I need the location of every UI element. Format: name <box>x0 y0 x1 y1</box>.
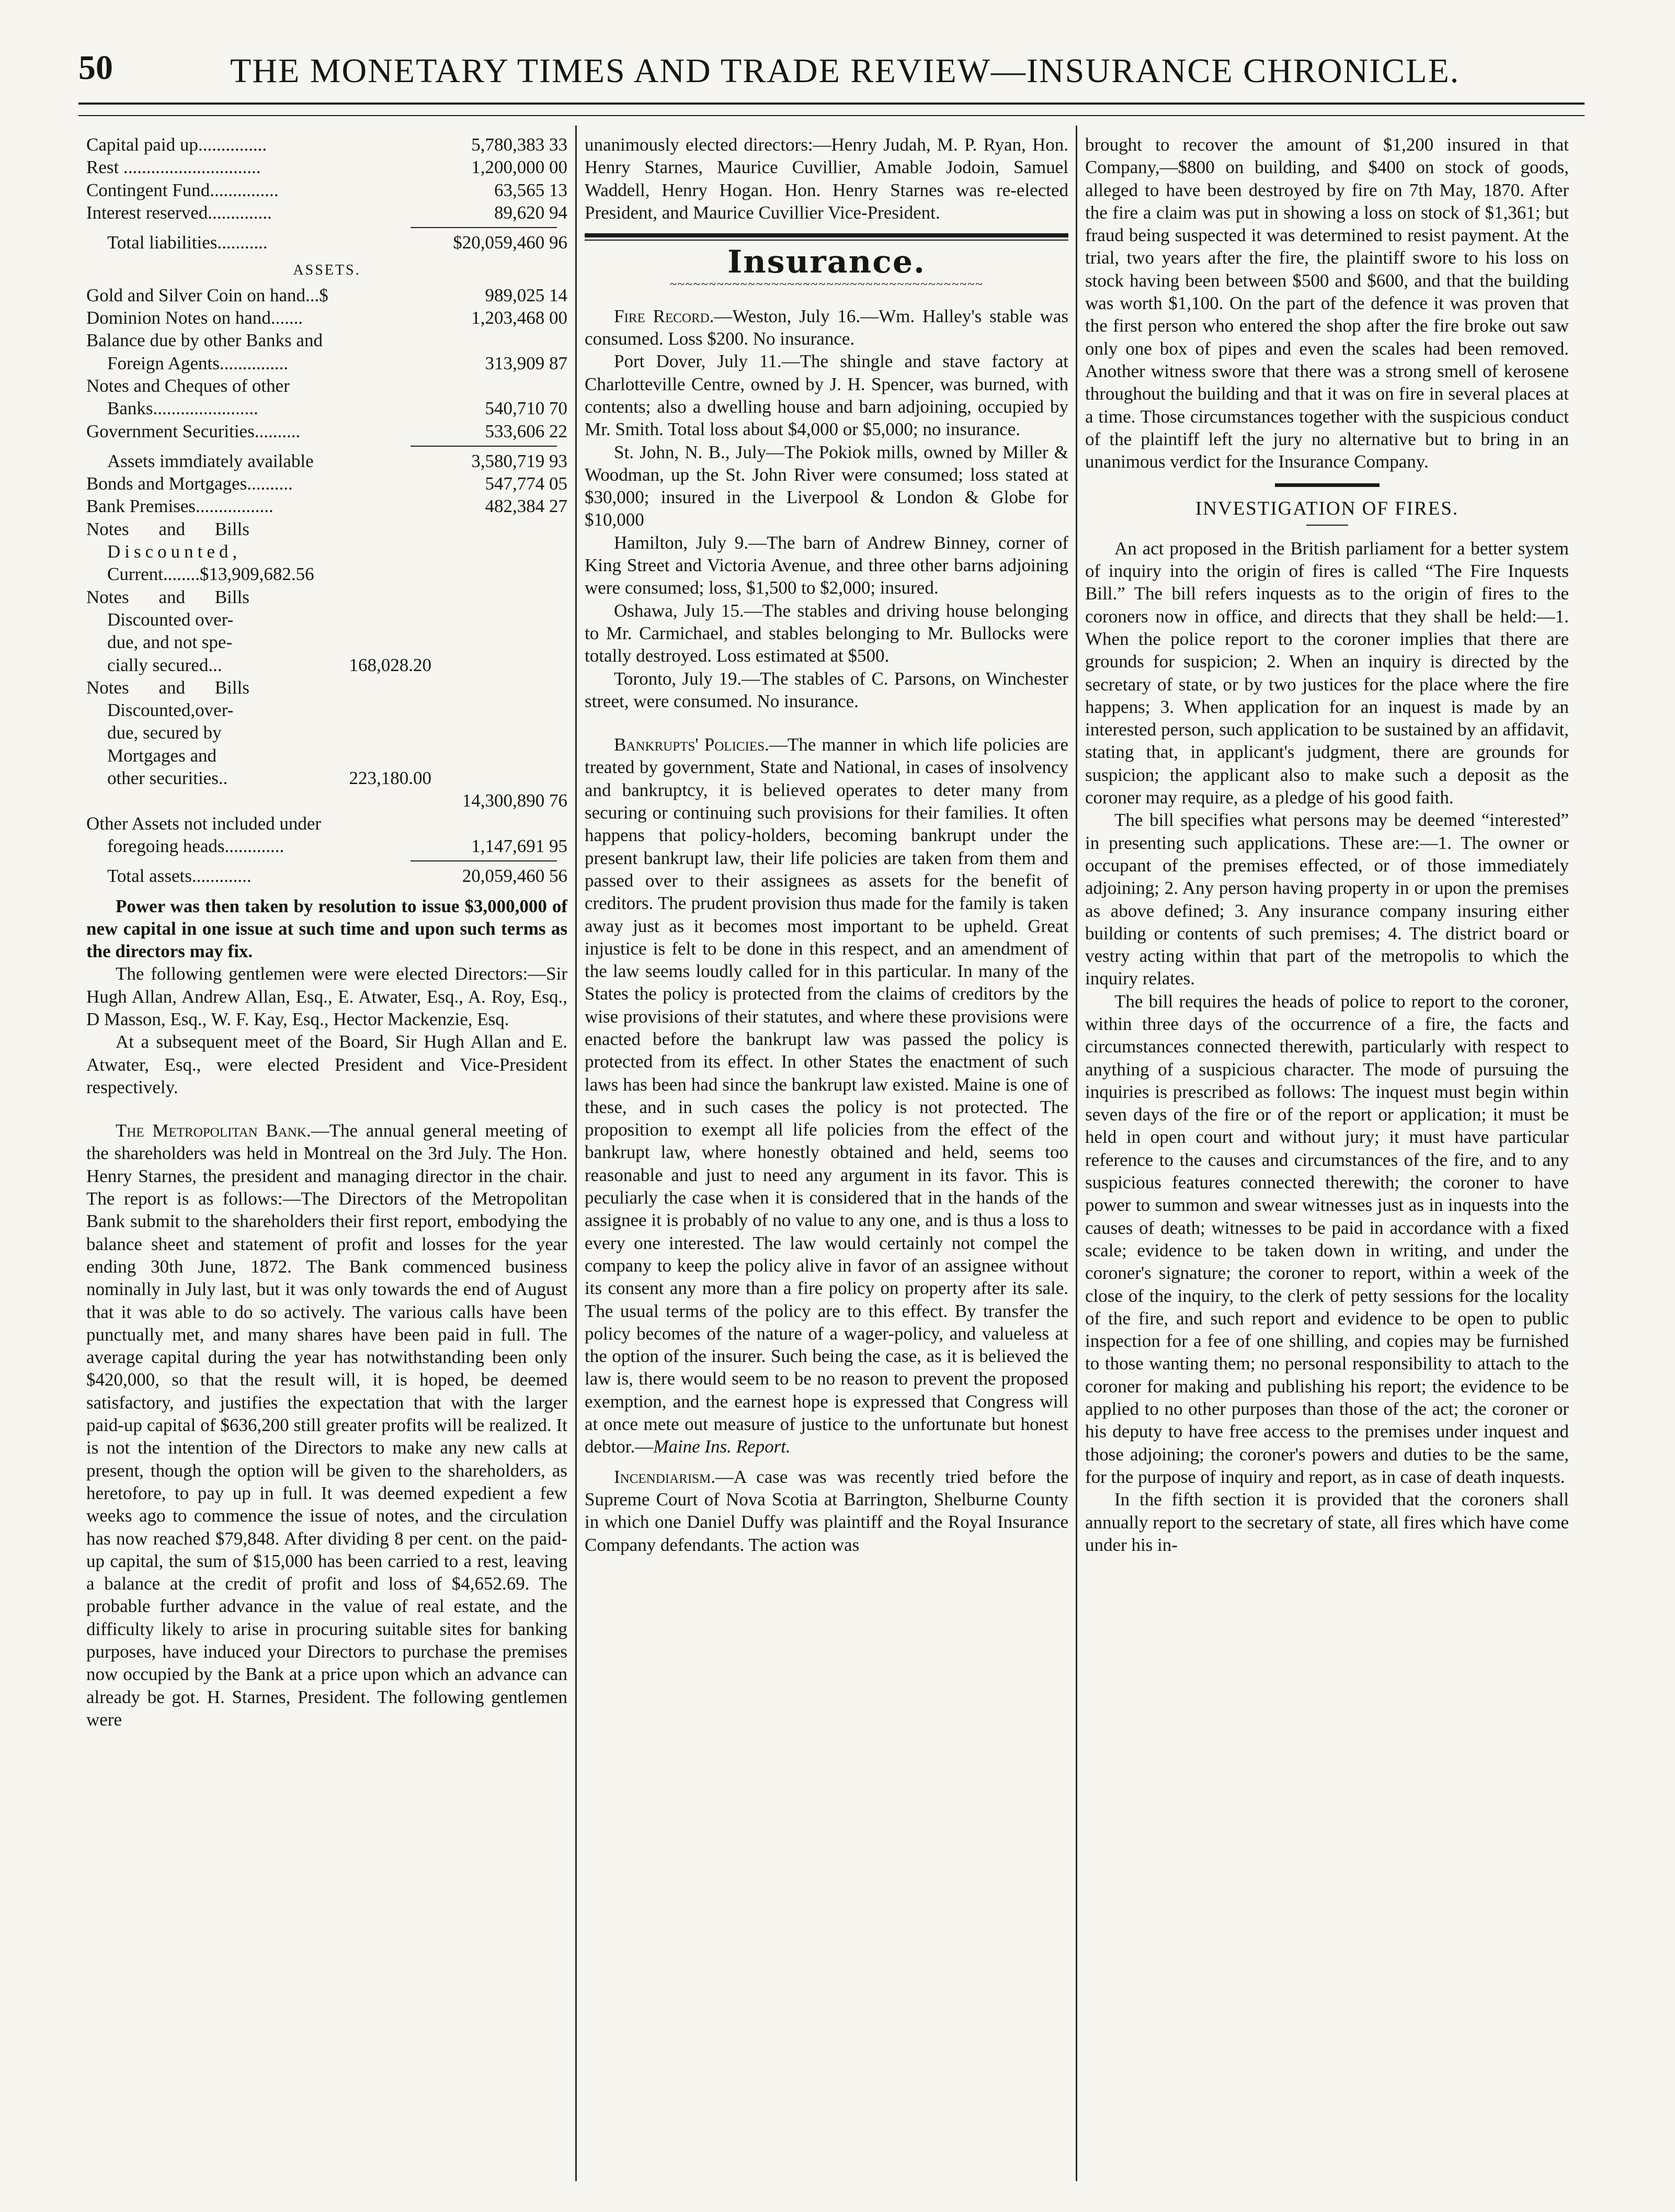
row-amount: 5,780,383 33 <box>471 134 567 155</box>
total-liabilities-row <box>86 231 567 254</box>
table-row <box>86 835 567 857</box>
column-separator <box>1076 126 1077 2181</box>
paragraph <box>86 1119 567 1731</box>
sum-rule <box>411 860 557 861</box>
notes-line: Mortgages and <box>107 745 217 766</box>
section-rule <box>585 233 1068 237</box>
article-body: —The annual general meeting of the shareholders was held in Montreal on the 3rd July. The Hon. Henry Starnes, the president and managing director in the chair. The report is as follows:—The Directors of the Metropolitan Bank submit to the shareholders their first report, embodying the balance sheet and statement of profit and losses for the year ending 30th June, 1872. The Bank commenced business nominally in July last, but it was only towards the end of August that it was able to do so actively. The various calls have been punctually met, and many shares have been paid in full. The average capital during the year has notwithstanding been only $420,000, so that the result will, it is hoped, be deemed satisfactory, and justifies the expectation that with the larger paid-up capital of $636,200 still greater profits will be realized. It is not the intention of the Directors to make any new calls at present, though the option will be given to the shareholders, as heretofore, to pay up in full. It was deemed expedient a few weeks ago to commence the issue of notes, and the circulation has now reached $79,848. After dividing 8 per cent. on the paid-up capital, the sum of $15,000 has been carried to a rest, leaving a balance at the credit of profit and loss of $4,652.69. The probable further advance in the value of real estate, and the difficulty likely to arise in procuring suitable sites for banking purposes, have induced your Directors to purchase the premises now occupied by the Bank at a price upon which an advance can already be got. H. Starnes, President. The following gentlemen were <box>86 1120 567 1730</box>
paragraph: brought to recover the amount of $1,200 insured in that Company,—$800 on building, and $400 on stock of goods, alleged to have been destroyed by fire on 7th May, 1870. After the fire a claim was put in showing a loss on stock of $1,361; but fraud being suspected it was determined to resist payment. At the trial, two years after the fire, the plaintiff swore to his loss on stock having been between $500 and $600, and that the building was worth $1,100. On the part of the defence it was proven that the first person who entered the shop after the fire broke out saw only one box of pipes and even the scales had been removed. Another witness swore that there was a strong smell of kerosene throughout the building and that it was on fire in several places at a time. Those circumstances together with the suspicious conduct of the plaintiff left the jury no alternative but to bring in an unanimous verdict for the Insurance Company. <box>1085 134 1569 472</box>
paragraph <box>585 1466 1068 1556</box>
paragraph: Oshawa, July 15.—The stables and driving house belonging to Mr. Carmichael, and stables belonging to Mr. Bullocks were totally destroyed. Loss estimated at $500. <box>585 600 1068 666</box>
row-label: Government Securities.......... <box>86 421 301 441</box>
notes-total-row <box>86 789 567 812</box>
row-label: Interest reserved.............. <box>86 202 272 223</box>
liabilities-table <box>86 133 567 254</box>
article-head: Bankrupts' Policies. <box>614 734 769 755</box>
article-head: Fire Record. <box>614 305 714 326</box>
row-amount: 1,147,691 95 <box>471 835 567 856</box>
row-label: Bonds and Mortgages.......... <box>86 473 293 494</box>
table-row <box>86 450 567 472</box>
paragraph: Power was then taken by resolution to issue $3,000,000 of new capital in one issue at such time and upon such terms as the directors may fix. <box>86 895 567 962</box>
page-title: THE MONETARY TIMES AND TRADE REVIEW—INSURANCE CHRONICLE. <box>230 52 1460 90</box>
assets-table <box>86 284 567 888</box>
paragraph: unanimously elected directors:—Henry Judah, M. P. Ryan, Hon. Henry Starnes, Maurice Cuvillier, Amable Jodoin, Samuel Waddell, Henry Hogan. Hon. Henry Starnes was re-elected President, and Maurice Cuvillier Vice-President. <box>585 134 1068 223</box>
notes-label: cially secured... <box>107 654 222 675</box>
table-row <box>86 397 567 419</box>
row-label: Gold and Silver Coin on hand...$ <box>86 285 328 305</box>
row-label: Other Assets not included under <box>86 813 322 834</box>
article-head: The Metropolitan Bank. <box>116 1120 311 1141</box>
total-assets-row <box>86 865 567 887</box>
section-rule <box>1275 483 1380 487</box>
table-row <box>86 329 567 351</box>
notes-amount: 223,180.00 <box>349 768 431 789</box>
table-row <box>86 156 567 178</box>
notes-amount: 168,028.20 <box>349 654 431 675</box>
column-2 <box>585 133 1068 1556</box>
notes-label: other securities.. <box>107 768 228 789</box>
paragraph: Toronto, July 19.—The stables of C. Parsons, on Winchester street, were consumed. No insurance. <box>585 668 1068 711</box>
row-label: Notes and Cheques of other <box>86 375 290 396</box>
paragraph <box>585 305 1068 350</box>
row-label: Dominion Notes on hand....... <box>86 308 303 328</box>
article-body: —The manner in which life policies are treated by government, State and National, in cases of insolvency and bankruptcy, it is believed operates to deter many from securing or continuing such provisions for their families. It often happens that policy-holders, becoming bankrupt under the present bankrupt law, their life policies are taken from them and passed over to their assignees as assets for the benefit of creditors. The prudent provision thus made for the family is taken away just as it becomes most important to be upheld. Great injustice is felt to be done in this respect, and an amendment of the law seems loudly called for in this particular. In many of the States the policy is protected from the claims of creditors by the wise provisions of their statutes, and where these provisions were enacted before the bankrupt law was passed the policy is protected from its effect. In other States the enactment of such laws has been had since the bankrupt law existed. Maine is one of these, and in such cases the policy is not protected. The proposition to exempt all life policies from the effect of the bankrupt law, where honestly obtained and held, seems too reasonable and just to need any argument in its favor. This is peculiarly the case when it is considered that in the hands of the assignee it is probably of no value to any one, and is thus a loss to every one interested. The law would certainly not compel the company to keep the policy alive in favor of an assignee without its consent any more than a fire policy on property after its sale. The usual terms of the policy are to this effect. By transfer the policy becomes of the nature of a wager-policy, and valueless at the option of the insurer. Such being the case, as it is believed the law is, there would seem to be no reason to prevent the proposed exemption, and the earnest hope is expressed that Congress will at once mete out measure of justice to the unfortunate but honest debtor.— <box>585 734 1068 1457</box>
row-amount: 989,025 14 <box>485 285 567 305</box>
notes-line: Notes and Bills <box>86 518 249 539</box>
row-amount: 482,384 27 <box>485 496 567 517</box>
table-row <box>86 472 567 495</box>
notes-line <box>86 767 431 789</box>
table-row <box>86 352 567 375</box>
paragraph: The bill requires the heads of police to report to the coroner, within three days of the occurrence of a fire, the facts and circumstances connected therewith, particularly with respect to anything of a suspicious character. The mode of pursuing the inquiries is prescribed as follows: The inquest must begin within seven days of the fire or of the report or application; it must be held in open court and without jury; it must have particular reference to the causes and circumstances of the fire, and to any suspicious features connected therewith; the coroner to have power to summon and swear witnesses just as in inquests into the causes of death; witnesses to be paid in accordance with a fixed scale; evidence to be taken down in writing, and under the coroner's signature; the coroner to report, within a week of the close of the inquiry, to the clerk of petty sessions for the locality of the fire, and such report and evidence to be open to public inspection for a fee of one shilling, and copies may be furnished to those wanting them; no personal responsibility to attach to the coroner for making and publishing his report; the evidence to be applied to no other purposes than those of the act; the coroner or his deputy to have free access to the premises under inquest and those adjoining; the coroner's powers and duties to be the same, for the purpose of inquiry and report, as in case of death inquests. <box>1085 991 1569 1487</box>
row-amount <box>560 329 567 351</box>
row-amount: 89,620 94 <box>494 202 567 223</box>
notes-line: Current........$13,909,682.56 <box>107 564 314 585</box>
paragraph <box>585 733 1068 1458</box>
column-3 <box>1085 133 1569 1556</box>
header-rule <box>78 103 1585 105</box>
row-label: Total liabilities........... <box>107 232 268 253</box>
article-body: —A case was was recently tried before the Supreme Court of Nova Scotia at Barrington, Shelburne County in which one Daniel Duffy was plaintiff and the Royal Insurance Company defendants. The action was <box>585 1466 1068 1555</box>
table-row <box>86 133 567 156</box>
row-amount: 1,203,468 00 <box>471 308 567 328</box>
row-label: Rest .............................. <box>86 157 261 178</box>
table-row <box>86 375 567 397</box>
row-amount <box>560 812 567 835</box>
row-label: foregoing heads............. <box>107 835 284 856</box>
sum-rule <box>411 446 557 447</box>
table-row <box>86 812 567 835</box>
row-label: Foreign Agents............... <box>107 353 289 373</box>
notes-line: Notes and Bills <box>86 677 249 698</box>
paragraph: An act proposed in the British parliament for a better system of inquiry into the origin of fires is called “The Fire Inquests Bill.” The bill refers inquests as to the origin of fires to the coroners now in office, and directs that they shall be held:—1. When the police report to the coroner implies that there are grounds for suspicion; 2. When an inquiry is directed by the secretary of state, or by two justices for the place where the fire happens; 3. When application for an inquest is made by an interested person, such application to be sustained by an affidavit, stating that, in applicant's judgment, there are grounds for suspicion; the applicant also to make such a deposit as the coroner may require, as a pledge of his good faith. <box>1085 538 1569 808</box>
table-row <box>86 284 567 307</box>
article-body: —Weston, July 16.—Wm. Halley's stable was consumed. Loss $200. No insurance. <box>585 305 1069 349</box>
row-label: Contingent Fund............... <box>86 179 279 200</box>
header-rule-thin <box>78 115 1585 116</box>
row-amount: $20,059,460 96 <box>453 232 567 253</box>
row-amount: 20,059,460 56 <box>462 866 567 887</box>
notes-line: due, secured by <box>107 722 222 743</box>
article-source: Maine Ins. Report. <box>653 1436 791 1457</box>
row-label: Bank Premises................. <box>86 496 274 517</box>
row-amount: 3,580,719 93 <box>471 450 567 471</box>
column-separator <box>575 126 577 2181</box>
paragraph: Port Dover, July 11.—The shingle and stave factory at Charlotteville Centre, owned by J. H. Spencer, was burned, with contents; also a dwelling house and barn adjoining, occupied by Mr. Smith. Total loss about $4,000 or $5,000; no insurance. <box>585 351 1068 440</box>
row-amount: 540,710 70 <box>485 398 567 419</box>
paragraph: At a subsequent meet of the Board, Sir Hugh Allan and E. Atwater, Esq., were elected President and Vice-President respectively. <box>86 1031 567 1097</box>
notes-block <box>86 518 431 790</box>
section-rule-thin <box>585 240 1068 241</box>
notes-line: Discounted,over- <box>107 700 234 721</box>
column-1 <box>86 133 567 1731</box>
page-number: 50 <box>78 49 113 87</box>
paragraph: Hamilton, July 9.—The barn of Andrew Binney, corner of King Street and Victoria Avenue, and three other barns adjoining were consumed; loss, $1,500 to $2,000; insured. <box>585 532 1068 598</box>
wavy-divider: ~~~~~~~~~~~~~~~~~~~~~~~~~~~~~~~~~~~~~~~~ <box>669 278 984 292</box>
paragraph: In the fifth section it is provided that the coroners shall annually report to the secretary of state, all fires which have come under his in- <box>1085 1489 1569 1555</box>
assets-heading: ASSETS. <box>293 262 361 279</box>
row-amount: 313,909 87 <box>485 353 567 373</box>
notes-line: Notes and Bills <box>86 586 249 607</box>
row-label: Balance due by other Banks and <box>86 330 323 351</box>
article-heading: INVESTIGATION OF FIRES. <box>1195 498 1459 520</box>
sum-rule <box>411 227 557 228</box>
table-row <box>86 307 567 329</box>
notes-line: Discounted, <box>107 541 242 562</box>
article-head: Incendiarism. <box>614 1466 716 1487</box>
row-label: Total assets............. <box>107 866 252 887</box>
row-amount: 14,300,890 76 <box>462 790 567 811</box>
table-row <box>86 420 567 443</box>
row-label: Assets immdiately available <box>107 450 314 471</box>
notes-line: Discounted over- <box>107 609 234 630</box>
paragraph: St. John, N. B., July—The Pokiok mills, owned by Miller & Woodman, up the St. John River were consumed; loss stated at $30,000; insured in the Liverpool & London & Globe for $10,000 <box>585 441 1068 530</box>
notes-line <box>86 654 431 676</box>
row-amount: 533,606 22 <box>485 421 567 441</box>
notes-line: due, and not spe- <box>107 632 233 653</box>
row-amount: 547,774 05 <box>485 473 567 494</box>
row-amount: 1,200,000 00 <box>471 157 567 178</box>
table-row <box>86 201 567 224</box>
row-label: Banks....................... <box>107 398 258 419</box>
paragraph: The bill specifies what persons may be deemed “interested” in presenting such applications. These are:—1. The owner or occupant of the premises effected, or of those immediately adjoining; 2. Any person having property in or upon the premises as above defined; 3. Any insurance company insuring either building or contents of such premises; 4. The district board or vestry acting within that part of the metropolis to which the inquiry relates. <box>1085 810 1569 989</box>
row-label: Capital paid up............... <box>86 134 267 155</box>
heading-rule <box>1306 525 1348 526</box>
table-row <box>86 179 567 201</box>
paragraph: The following gentlemen were were elected Directors:—Sir Hugh Allan, Andrew Allan, Esq., E. Atwater, Esq., A. Roy, Esq., D Masson, Esq., W. F. Kay, Esq., Hector Mackenzie, Esq. <box>86 963 567 1029</box>
row-amount <box>560 375 567 397</box>
section-title: Insurance. <box>727 244 926 281</box>
table-row <box>86 495 567 517</box>
row-amount: 63,565 13 <box>494 179 567 200</box>
